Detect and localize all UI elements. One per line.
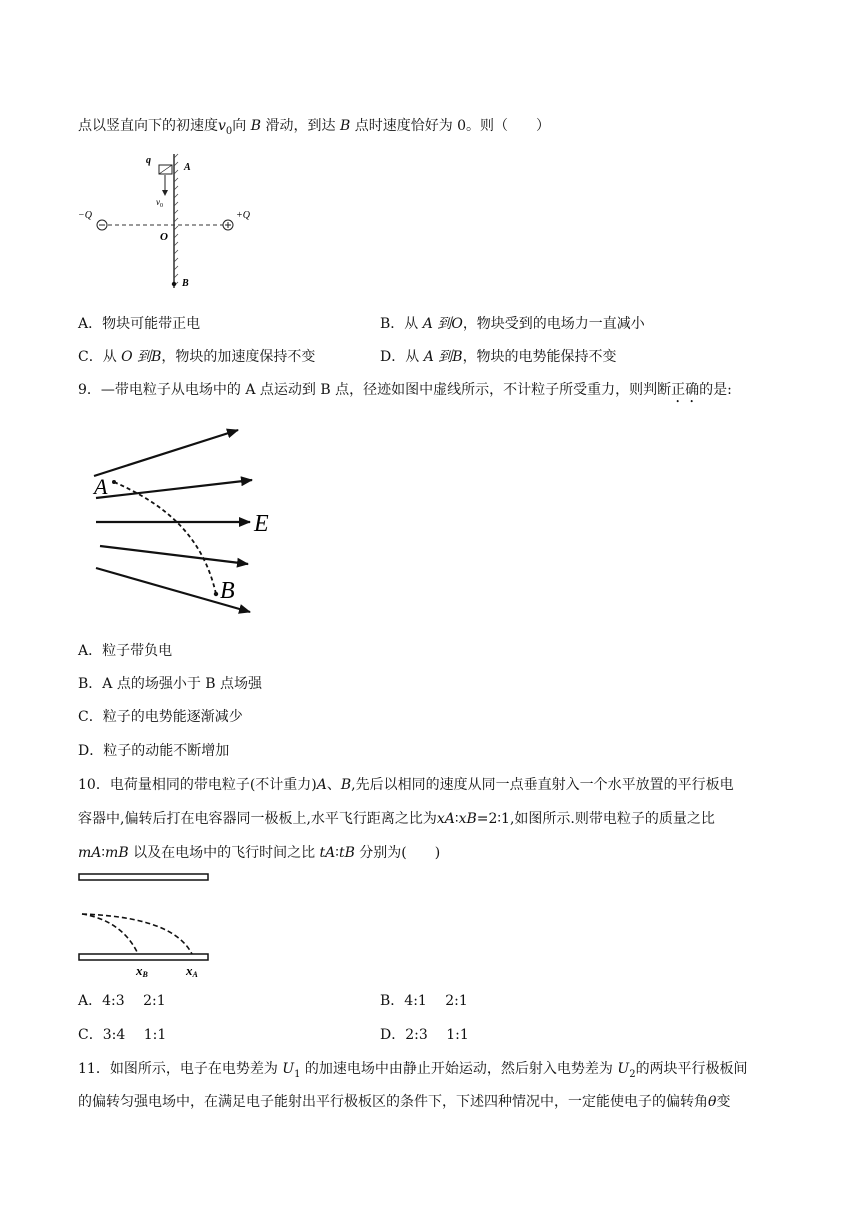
q11-line-2: 的偏转匀强电场中，在满足电子能射出平行极板区的条件下，下述四种情况中，一定能使电子的偏转角θ变 <box>78 1094 731 1110</box>
q9-option-c: C．粒子的电势能逐渐减少 <box>78 709 243 725</box>
q9-field-line <box>94 430 238 476</box>
q10-label-xb: xB <box>136 963 148 979</box>
q8-option-a: A．物块可能带正电 <box>78 316 201 332</box>
q8-point-b-dot <box>172 282 176 286</box>
q10-line-2: 容器中,偏转后打在电容器同一极板上,水平飞行距离之比为xA∶xB=2∶1,如图所示.则带电粒子的质量之比 <box>78 811 715 827</box>
q8-option-d: D．从 A 到B，物块的电势能保持不变 <box>380 349 617 365</box>
q10-option-b: B．4:1 2:1 <box>380 993 468 1009</box>
q10-option-d: D．2:3 1:1 <box>380 1027 469 1043</box>
q8-label-o: O <box>160 231 168 243</box>
q8-label-b: B <box>182 278 189 289</box>
q10-option-c: C．3:4 1:1 <box>78 1027 167 1043</box>
q8-stem-text: 向 <box>232 118 247 134</box>
q8-label-v0: $v_0$ <box>156 197 163 209</box>
q10-top-plate <box>79 874 208 880</box>
q9-option-d: D．粒子的动能不断增加 <box>78 743 230 759</box>
q8-v0-sub: 0 <box>225 125 233 137</box>
q10-line-1: 10．电荷量相同的带电粒子(不计重力)A、B,先后以相同的速度从同一点垂直射入一个水平放置的平行板电 <box>78 777 734 793</box>
q8-stem-text: 点时速度恰好为 0。则（ ） <box>354 118 551 134</box>
q8-figure <box>78 148 268 298</box>
q10-trajectory-a <box>82 914 192 954</box>
q10-line-3: mA∶mB 以及在电场中的飞行时间之比 tA∶tB 分别为( ) <box>78 845 441 861</box>
q10-option-a: A．4:3 2:1 <box>78 993 166 1009</box>
q8-stem-text: 点以竖直向下的初速度 <box>78 118 218 134</box>
q9-label-e: E <box>254 511 269 537</box>
q9-label-b: B <box>220 578 235 604</box>
q9-option-a: A．粒子带负电 <box>78 643 173 659</box>
q8-stem <box>78 116 550 142</box>
q10-trajectory-b <box>82 914 138 954</box>
q10-bottom-plate <box>79 954 208 960</box>
q8-option-b: B．从 A 到O，物块受到的电场力一直减小 <box>380 316 645 332</box>
q8-point-b: B <box>250 118 262 134</box>
q8-point-b: B <box>339 118 351 134</box>
q9-stem: 9．—带电粒子从电场中的 A 点运动到 B 点，径迹如图中虚线所示，不计粒子所受重力，则判断正确的是: <box>78 382 732 398</box>
q8-stem-text: 滑动，到达 <box>265 118 336 134</box>
q8-v0: v <box>218 118 226 134</box>
q9-emphasis: 正确 <box>671 382 700 398</box>
q10-label-xa: xA <box>186 963 198 979</box>
q8-label-pos-q: +Q <box>236 210 250 221</box>
q8-label-neg-q: −Q <box>78 210 92 221</box>
q11-line-1: 11．如图所示，电子在电势差为 $U_1$ 的加速电场中由静止开始运动，然后射入电势差为 $U_2$的两块平行极板间 <box>78 1061 748 1080</box>
q8-label-a: A <box>184 162 191 173</box>
q8-label-q: q <box>146 155 151 166</box>
q8-option-c: C．从 O 到B，物块的加速度保持不变 <box>78 349 316 365</box>
q9-figure <box>90 422 290 622</box>
q9-option-b: B．A 点的场强小于 B 点场强 <box>78 676 263 692</box>
q9-field-line <box>96 480 252 498</box>
q10-figure <box>78 872 218 982</box>
q9-label-a: A <box>94 474 108 499</box>
q9-field-line <box>100 546 248 564</box>
